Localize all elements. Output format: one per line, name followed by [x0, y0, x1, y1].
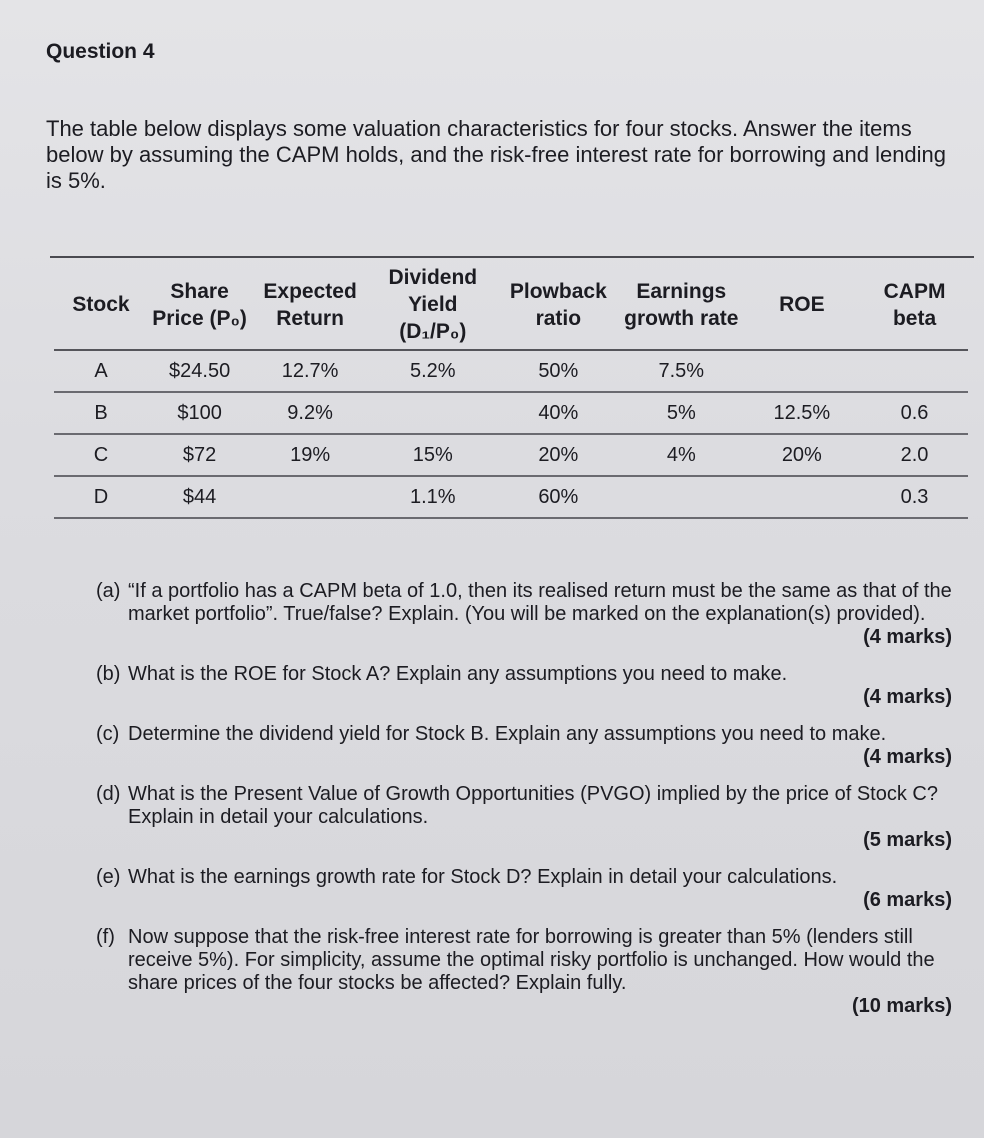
- cell-share-price: $100: [148, 392, 251, 434]
- question-list: [96, 580, 956, 1032]
- sub-question-label: (d): [96, 783, 121, 805]
- cell-expected-return: [251, 476, 369, 518]
- cell-expected-return: 12.7%: [251, 350, 369, 392]
- col-header-stock: Stock: [54, 262, 148, 350]
- cell-expected-return: 9.2%: [251, 392, 369, 434]
- cell-earnings-growth: 4%: [620, 434, 743, 476]
- cell-share-price: $72: [148, 434, 251, 476]
- table-row: [54, 350, 968, 392]
- cell-plowback-ratio: 50%: [497, 350, 620, 392]
- marks-label: (4 marks): [863, 686, 952, 708]
- cell-earnings-growth: [620, 476, 743, 518]
- cell-capm-beta: 2.0: [861, 434, 968, 476]
- sub-question-f: [96, 926, 956, 1018]
- cell-stock: C: [54, 434, 148, 476]
- cell-dividend-yield: 5.2%: [369, 350, 497, 392]
- cell-expected-return: 19%: [251, 434, 369, 476]
- cell-capm-beta: [861, 350, 968, 392]
- col-header-expected-return: Expected Return: [251, 262, 369, 350]
- cell-stock: B: [54, 392, 148, 434]
- col-header-roe: ROE: [743, 262, 862, 350]
- cell-dividend-yield: 1.1%: [369, 476, 497, 518]
- marks-label: (5 marks): [863, 829, 952, 851]
- marks-label: (4 marks): [863, 746, 952, 768]
- cell-dividend-yield: 15%: [369, 434, 497, 476]
- cell-dividend-yield: [369, 392, 497, 434]
- cell-plowback-ratio: 20%: [497, 434, 620, 476]
- col-header-dividend-yield: Dividend Yield (D₁/P₀): [369, 262, 497, 350]
- col-header-plowback-ratio: Plowback ratio: [497, 262, 620, 350]
- sub-question-text: What is the Present Value of Growth Opportunities (PVGO) implied by the price of Stock C? Explain in detail your calculations.: [128, 783, 938, 828]
- cell-capm-beta: 0.3: [861, 476, 968, 518]
- marks-label: (10 marks): [851, 995, 952, 1017]
- sub-question-text: Determine the dividend yield for Stock B. Explain any assumptions you need to make.: [128, 723, 887, 745]
- cell-share-price: $24.50: [148, 350, 251, 392]
- cell-earnings-growth: 7.5%: [620, 350, 743, 392]
- sub-question-a: [96, 580, 956, 649]
- sub-question-text: What is the ROE for Stock A? Explain any assumptions you need to make.: [128, 663, 788, 685]
- table-row: [54, 476, 968, 518]
- cell-plowback-ratio: 60%: [497, 476, 620, 518]
- marks-label: (4 marks): [863, 626, 952, 648]
- sub-question-label: (b): [96, 663, 121, 685]
- cell-stock: A: [54, 350, 148, 392]
- table-row: [54, 434, 968, 476]
- cell-roe: [743, 350, 862, 392]
- table-row: [54, 392, 968, 434]
- sub-question-b: [96, 663, 956, 709]
- cell-roe: 12.5%: [743, 392, 862, 434]
- sub-question-text: Now suppose that the risk-free interest rate for borrowing is greater than 5% (lenders still receive 5%). For simplicity, assume the optimal risky portfolio is unchanged. How would the share prices of the four stocks be affected? Explain fully.: [128, 926, 935, 994]
- col-header-earnings-growth: Earnings growth rate: [620, 262, 743, 350]
- sub-question-d: [96, 783, 956, 852]
- cell-plowback-ratio: 40%: [497, 392, 620, 434]
- sub-question-text: What is the earnings growth rate for Stock D? Explain in detail your calculations.: [128, 866, 838, 888]
- sub-question-c: [96, 723, 956, 769]
- cell-roe: [743, 476, 862, 518]
- valuation-table: [54, 262, 968, 519]
- intro-paragraph: The table below displays some valuation characteristics for four stocks. Answer the items below by assuming the CAPM holds, and the risk-free interest rate for borrowing and lending is 5%.: [46, 116, 947, 193]
- sub-question-label: (e): [96, 866, 121, 888]
- cell-roe: 20%: [743, 434, 862, 476]
- col-header-share-price: Share Price (P₀): [148, 262, 251, 350]
- cell-capm-beta: 0.6: [861, 392, 968, 434]
- sub-question-label: (f): [96, 926, 115, 948]
- sub-question-text: “If a portfolio has a CAPM beta of 1.0, then its realised return must be the same as that of the market portfolio”. True/false? Explain. (You will be marked on the explanation(s) provided).: [128, 580, 952, 625]
- cell-earnings-growth: 5%: [620, 392, 743, 434]
- marks-label: (6 marks): [863, 889, 952, 911]
- sub-question-e: [96, 866, 956, 912]
- col-header-capm-beta: CAPM beta: [861, 262, 968, 350]
- cell-stock: D: [54, 476, 148, 518]
- table-header-row: [54, 262, 968, 350]
- table-top-rule: [50, 256, 974, 258]
- sub-question-label: (c): [96, 723, 120, 745]
- question-title: Question 4: [46, 40, 155, 63]
- cell-share-price: $44: [148, 476, 251, 518]
- sub-question-label: (a): [96, 580, 121, 602]
